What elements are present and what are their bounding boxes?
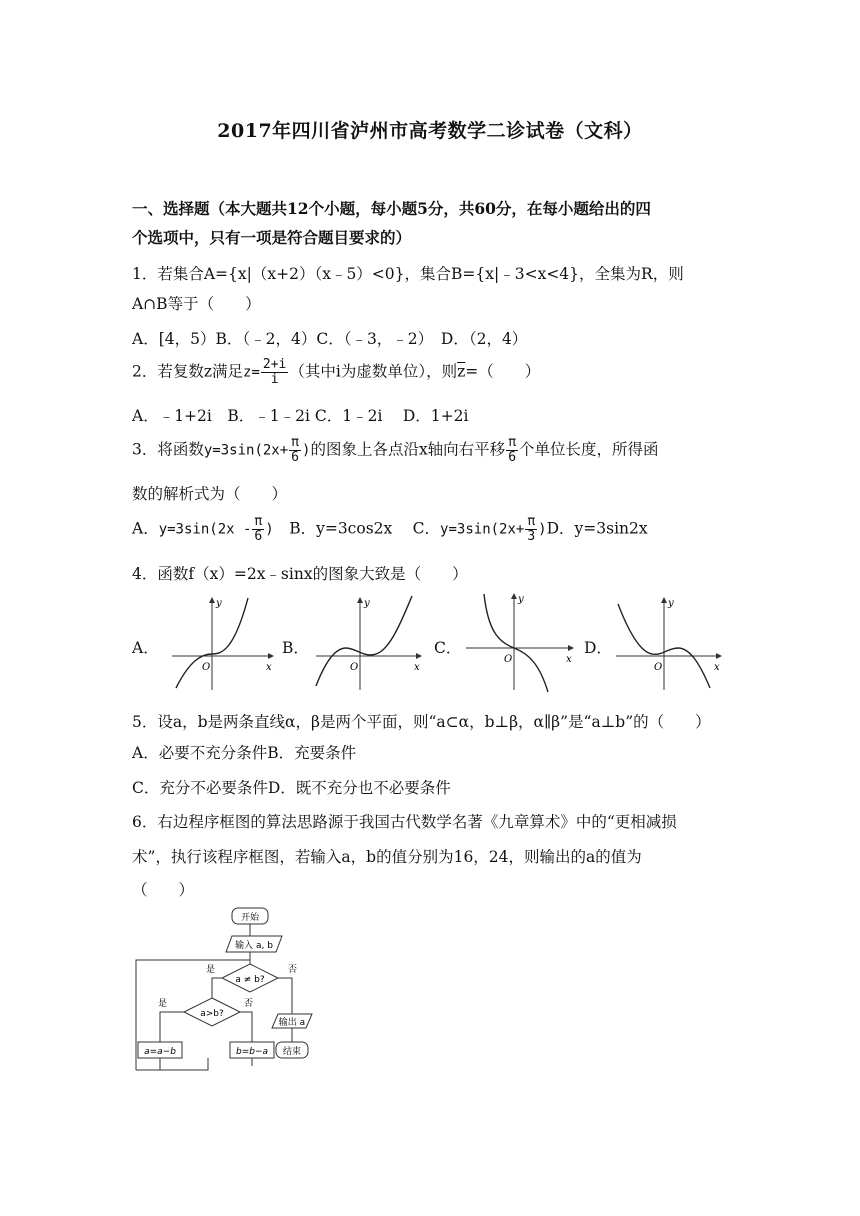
flow-end-text: 结束 bbox=[282, 1047, 302, 1057]
q6-stem-line2: 术”，执行该程序框图，若输入a，b的值分别为16，24，则输出的a的值为 bbox=[132, 848, 642, 866]
q2-options: A．﹣1+2i B．﹣1﹣2i C．1﹣2i D．1+2i bbox=[132, 407, 469, 425]
q3-fn-a: y=3sin(2x+ bbox=[203, 442, 289, 459]
q2-den: i bbox=[270, 372, 279, 387]
q4-graph-a bbox=[168, 590, 280, 694]
q3-optD: D．y=3sin2x bbox=[546, 519, 648, 538]
q6-flowchart bbox=[132, 902, 322, 1086]
q4-label-d: D． bbox=[584, 639, 612, 657]
q4-label-c: C． bbox=[434, 639, 462, 657]
q4c-y: y bbox=[518, 594, 524, 605]
q3-optB: B．y=3cos2x C． bbox=[273, 519, 441, 538]
q4a-o: O bbox=[202, 662, 211, 673]
q4a-y: y bbox=[216, 598, 222, 609]
q1-stem-line1: 1．若集合A={x|（x+2）（x﹣5）<0}，集合B={x|﹣3<x<4}，全集为R，则 bbox=[132, 265, 684, 283]
flow-start-text: 开始 bbox=[240, 913, 260, 923]
q3-optC-den: 3 bbox=[527, 529, 536, 544]
q4d-x: x bbox=[714, 662, 720, 673]
q3-optC-frac bbox=[525, 515, 537, 544]
q2-pre: 2．若复数z满足 bbox=[132, 362, 244, 381]
q4b-y: y bbox=[364, 598, 370, 609]
q2-post: =（ ） bbox=[465, 362, 541, 381]
q3-optA-den: 6 bbox=[254, 529, 263, 544]
q2-fraction bbox=[261, 358, 288, 387]
q4-graph-d bbox=[612, 590, 730, 694]
q3-fn-b: ) bbox=[302, 442, 311, 459]
flow-assign-a-text: a=a−b bbox=[144, 1047, 176, 1057]
q6-stem-line3: （ ） bbox=[132, 881, 195, 899]
q5-stem: 5．设a，b是两条直线α，β是两个平面，则“a⊂α，b⊥β，α∥β”是“a⊥b”的（ ） bbox=[132, 713, 711, 731]
q3-mid: 的图象上各点沿x轴向右平移 bbox=[310, 440, 506, 459]
q3-optC-num: π bbox=[527, 514, 536, 529]
q5-options-1: A．必要不充分条件B．充要条件 bbox=[132, 744, 357, 762]
q2-zbar: $\overline{z}$ bbox=[457, 362, 466, 381]
q4-label-b: B． bbox=[282, 639, 309, 657]
q3-stem-line1 bbox=[132, 436, 659, 465]
q3-frac-1 bbox=[289, 436, 301, 465]
q3-post: 个单位长度，所得函 bbox=[519, 440, 659, 459]
q3-frac-1-num: π bbox=[291, 435, 299, 450]
section-heading-line2: 个选项中，只有一项是符合题目要求的） bbox=[132, 228, 412, 247]
q3-frac-2-num: π bbox=[508, 435, 517, 450]
q4d-o: O bbox=[654, 662, 663, 673]
q2-stem bbox=[132, 358, 540, 387]
q4c-o: O bbox=[504, 654, 513, 665]
q1-stem-line2: A∩B等于（ ） bbox=[132, 295, 261, 313]
q4-graph-b bbox=[312, 590, 428, 694]
q3-optC-a: y=3sin(2x+ bbox=[440, 521, 525, 538]
q4a-x: x bbox=[266, 662, 272, 673]
q1-options: A．[4，5）B．（﹣2，4）C．（﹣3，﹣2） D．（2，4） bbox=[132, 330, 528, 348]
flow-cond1-text: a ≠ b? bbox=[235, 975, 265, 985]
q3-options bbox=[132, 515, 648, 544]
q6-stem-line1: 6．右边程序框图的算法思路源于我国古代数学名著《九章算术》中的“更相减损 bbox=[132, 813, 677, 831]
flow-cond2-text: a>b? bbox=[200, 1009, 224, 1019]
q3-pre: 3．将函数 bbox=[132, 440, 204, 459]
flow-no-2: 否 bbox=[244, 999, 254, 1009]
q3-stem-line2: 数的解析式为（ ） bbox=[132, 485, 288, 503]
q3-optA-num: π bbox=[254, 514, 263, 529]
flow-input-text: 输入 a, b bbox=[235, 941, 273, 951]
q4b-o: O bbox=[350, 662, 359, 673]
flow-yes-1: 是 bbox=[206, 965, 216, 975]
q3-frac-2-den: 6 bbox=[508, 450, 517, 465]
q3-frac-2 bbox=[506, 436, 518, 465]
q4c-x: x bbox=[566, 654, 572, 665]
q2-zeq: z= bbox=[243, 364, 260, 381]
q3-frac-1-den: 6 bbox=[291, 450, 299, 465]
q2-mid: （其中i为虚数单位），则 bbox=[289, 362, 458, 381]
q3-optA-label: A． bbox=[132, 519, 159, 538]
q5-options-2: C．充分不必要条件D．既不充分也不必要条件 bbox=[132, 779, 451, 797]
q4d-y: y bbox=[668, 598, 674, 609]
section-heading-line1: 一、选择题（本大题共12个小题，每小题5分，共60分，在每小题给出的四 bbox=[132, 199, 651, 218]
flow-output-text: 输出 a bbox=[278, 1018, 306, 1028]
page-title: 2017年四川省泸州市高考数学二诊试卷（文科） bbox=[217, 120, 643, 142]
q4b-x: x bbox=[414, 662, 420, 673]
flow-yes-2: 是 bbox=[158, 999, 168, 1009]
q4-label-a: A． bbox=[132, 639, 159, 657]
flow-no-1: 否 bbox=[288, 965, 298, 975]
q4-stem: 4．函数f（x）=2x﹣sinx的图象大致是（ ） bbox=[132, 565, 468, 583]
q3-optA-a: y=3sin(2x - bbox=[158, 521, 252, 538]
q3-optC-b: ) bbox=[538, 521, 547, 538]
q2-num: 2+i bbox=[262, 357, 287, 372]
q3-optA-frac bbox=[252, 515, 264, 544]
flow-assign-b-text: b=b−a bbox=[235, 1047, 269, 1057]
q3-optA-b: ) bbox=[265, 521, 274, 538]
q4-graph-c bbox=[462, 590, 582, 694]
